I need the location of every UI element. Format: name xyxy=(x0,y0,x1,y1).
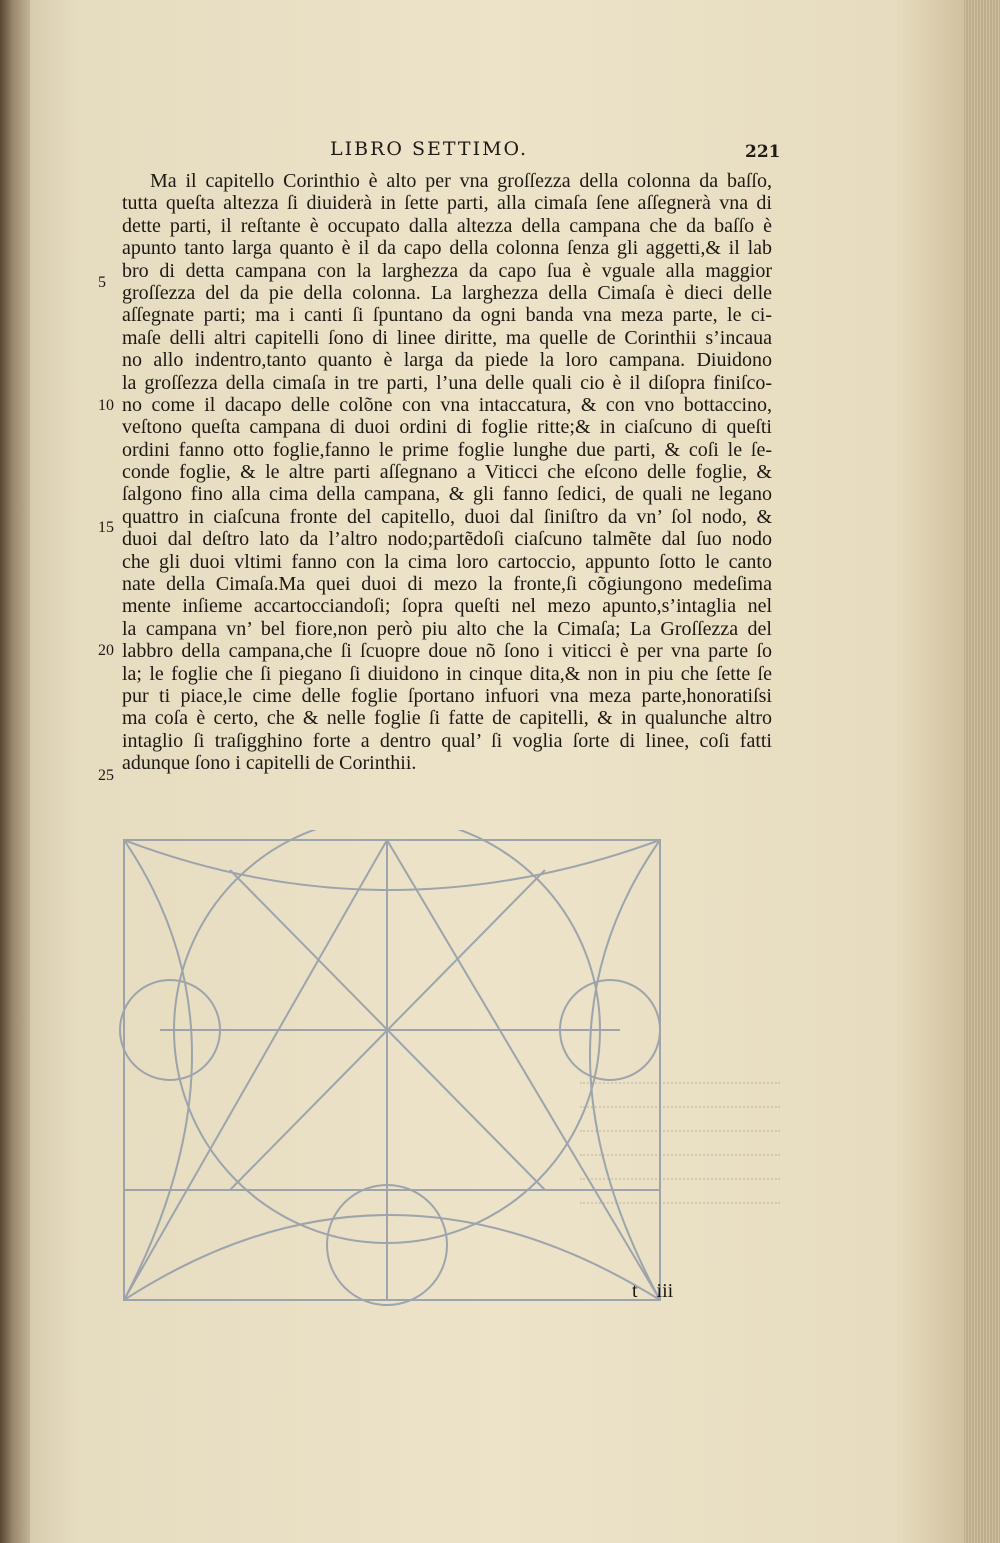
text-line: no come il dacapo delle colõne con vna intaccatura, & con vno bottaccino, xyxy=(122,393,772,416)
text-line: apunto tanto larga quanto è il da capo della colonna ſenza gli aggetti,& il lab xyxy=(122,237,772,260)
text-line: labbro della campana,che ſi ſcuopre doue nõ ſono i viticci è per vna parte ſo xyxy=(122,640,772,663)
capital-geometry-diagram xyxy=(100,830,680,1310)
page-header xyxy=(330,138,781,168)
text-line: maſe delli altri capitelli ſono di linee diritte, ma quelle de Corinthii s’incaua xyxy=(122,326,772,349)
text-line: la campana vn’ bel fiore,non però piu alto che la Cimaſa; La Groſſezza del xyxy=(122,617,772,640)
text-line: che gli duoi vltimi fanno con la cima loro cartoccio, appunto ſotto le canto xyxy=(122,550,772,573)
line-number-25: 25 xyxy=(98,767,114,784)
line-number-10: 10 xyxy=(98,397,114,414)
text-line: la; le foglie che ſi piegano ſi diuidono in cinque dita,& non in piu che ſette ſe xyxy=(122,662,772,685)
text-line: quattro in ciaſcuna fronte del capitello, duoi dal ſiniſtro da vn’ ſol nodo, & xyxy=(122,505,772,528)
text-line: Ma il capitello Corinthio è alto per vna groſſezza della colonna da baſſo, xyxy=(150,170,772,192)
text-line: bro di detta campana con la larghezza da capo ſua è vguale alla maggior xyxy=(122,259,772,282)
text-line: veſtono queſta campana di duoi ordini di foglie ritte;& in ciaſcuno di queſti xyxy=(122,416,772,439)
text-line: la groſſezza della cimaſa in tre parti, l’una delle quali cio è il diſopra finiſco- xyxy=(122,371,772,394)
running-head: LIBRO SETTIMO. xyxy=(330,138,529,160)
text-line: ordini fanno otto foglie,fanno le prime foglie lunghe due parti, & coſi le ſe- xyxy=(122,438,772,461)
text-line: no allo indentro,tanto quanto è larga da piede la loro campana. Diuidono xyxy=(122,349,772,372)
corner-arc xyxy=(590,840,660,1300)
text-line: intaglio ſi traſigghino forte a dentro qual’ ſi voglia ſorte di linee, coſi fatti xyxy=(122,729,772,752)
text-line: aſſegnate parti; ma i canti ſi ſpuntano da ogni banda vna meza parte, le ci- xyxy=(122,304,772,327)
text-line: mente inſieme accartocciandoſi; ſopra queſti nel mezo apunto,s’intaglia nel xyxy=(122,595,772,618)
line-number-15: 15 xyxy=(98,519,114,536)
text-line: tutta queſta altezza ſi diuiderà in ſette parti, alla cimaſa ſene aſſegnerà vna di xyxy=(122,192,772,215)
signature-mark: t iii xyxy=(632,1280,674,1302)
text-line: ſalgono fino alla cima della campana, & gli fanno ſedici, de quali ne legano xyxy=(122,483,772,506)
facing-page-edge xyxy=(0,0,34,1543)
corner-arc xyxy=(124,840,192,1300)
body-text xyxy=(122,170,772,775)
text-line: ma coſa è certo, che & nelle foglie ſi fatte de capitelli, & in qualunche altro xyxy=(122,707,772,730)
text-line: nate della Cimaſa.Ma quei duoi di mezo la fronte,ſi cõgiungono medeſima xyxy=(122,573,772,596)
page-fore-edge xyxy=(964,0,1000,1543)
text-line: adunque ſono i capitelli de Corinthii. xyxy=(122,752,417,775)
text-line: duoi dal deſtro lato da l’altro nodo;partẽdoſi ciaſcuno talmẽte dal ſuo nodo xyxy=(122,528,772,551)
line-number-5: 5 xyxy=(98,274,106,291)
facing-page-sliver xyxy=(0,230,31,830)
text-line: dette parti, il reſtante è occupato dalla altezza della campana che da baſſo è xyxy=(122,214,772,237)
corner-arc xyxy=(124,1215,660,1300)
text-line: conde foglie, & le altre parti aſſegnano a Viticci che eſcono delle foglie, & xyxy=(122,461,772,484)
text-line: groſſezza del da pie della colonna. La larghezza della Cimaſa è dieci delle xyxy=(122,281,772,304)
page-number: 221 xyxy=(745,142,781,162)
text-line: pur ti piace,le cime delle foglie ſportano infuori vna meza parte,honoratiſsi xyxy=(122,684,772,707)
line-number-20: 20 xyxy=(98,642,114,659)
